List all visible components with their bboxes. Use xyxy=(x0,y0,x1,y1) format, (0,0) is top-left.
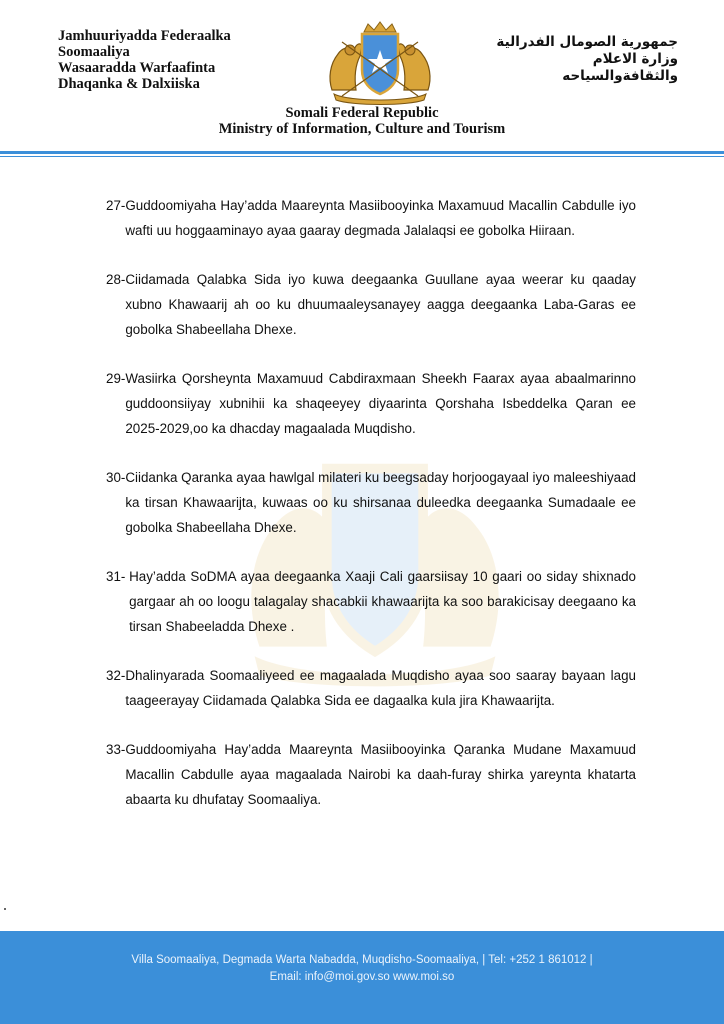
item-number: 29- xyxy=(106,371,126,386)
header-somali-title xyxy=(58,28,231,92)
news-list xyxy=(106,193,636,836)
item-text: Dhalinyarada Soomaaliyeed ee magaalada Muqdisho ayaa soo saaray bayaan lagu taageerayay Ciidamada Qalabka Sida ee dagaalka kula jira Khawaarijta. xyxy=(125,668,636,708)
item-number: 30- xyxy=(106,470,126,485)
header-right-line: والثقافةوالسياحه xyxy=(562,68,678,84)
header-left-line: Wasaaradda Warfaafinta xyxy=(58,60,216,76)
list-item xyxy=(106,737,636,812)
item-text: Ciidamada Qalabka Sida iyo kuwa deegaanka Guullane ayaa weerar ku qaaday xubno Khawaarij ah oo ku dhuumaaleysanayey aagga deegaanka Laba-Garas ee gobolka Shabeellaha Dhexe. xyxy=(125,272,636,337)
item-number: 32- xyxy=(106,668,126,683)
header-left-line: Jamhuuriyadda Federaalka xyxy=(58,28,231,44)
header-center-line: Somali Federal Republic xyxy=(285,105,439,121)
item-number: 28- xyxy=(106,272,126,287)
header-left-line: Dhaqanka & Dalxiiska xyxy=(58,76,200,92)
list-item xyxy=(106,663,636,713)
somalia-coat-of-arms-icon xyxy=(320,20,440,106)
header-divider xyxy=(0,151,724,154)
header-english-title xyxy=(0,105,724,137)
header-right-line: جمهورية الصومال الفدرالية xyxy=(496,34,678,50)
item-number: 31- xyxy=(106,569,130,584)
stray-mark xyxy=(4,908,6,910)
list-item xyxy=(106,267,636,342)
list-item xyxy=(106,465,636,540)
item-text: Hay’adda SoDMA ayaa deegaanka Xaaji Cali gaarsiisay 10 gaari oo siday shixnado gargaar ah oo loogu talagalay shacabkii khawaarijta ka soo barakicisay deegaano ka tirsan Shabeeladda Dhexe . xyxy=(129,569,636,634)
footer-bar xyxy=(0,931,724,1024)
footer-address: Villa Soomaaliya, Degmada Warta Nabadda, Muqdisho-Soomaaliya, | Tel: +252 1 861012 | xyxy=(131,954,593,966)
header-right-line: وزارة الاعلام xyxy=(592,51,678,67)
item-number: 33- xyxy=(106,742,126,757)
list-item xyxy=(106,193,636,243)
header-center-line: Ministry of Information, Culture and Tourism xyxy=(218,121,506,137)
header-arabic-title xyxy=(496,34,678,85)
item-text: Guddoomiyaha Hay’adda Maareynta Masiibooyinka Qaranka Mudane Maxamuud Macallin Cabdulle ayaa magaalada Nairobi ka daah-furay shirka yareynta khatarta abaarta ku dhufatay Soomaaliya. xyxy=(125,742,636,807)
list-item xyxy=(106,366,636,441)
item-number: 27- xyxy=(106,198,126,213)
item-text: Wasiirka Qorsheynta Maxamuud Cabdiraxmaan Sheekh Faarax ayaa abaalmarinno guddoonsiiyay xubnihii ka shaqeeyey diyaarinta Qorshaha Isbeddelka Qaran ee 2025-2029,oo ka dhacday magaalada Muqdisho. xyxy=(125,371,636,436)
header-left-line: Soomaaliya xyxy=(58,44,130,60)
list-item xyxy=(106,564,636,639)
footer-contact: Email: info@moi.gov.so www.moi.so xyxy=(269,971,455,983)
header-divider-thin xyxy=(0,156,724,157)
item-text: Guddoomiyaha Hay’adda Maareynta Masiibooyinka Maxamuud Macallin Cabdulle iyo wafti uu hoggaaminayo ayaa gaaray degmada Jalalaqsi ee gobolka Hiiraan. xyxy=(125,198,636,238)
item-text: Ciidanka Qaranka ayaa hawlgal milateri ku beegsaday horjoogayaal iyo maleeshiyaad ka tirsan Khawaarijta, kuwaas oo ku shirsanaa duleedka deegaanka Sumadaale ee gobolka Shabeellaha Dhexe. xyxy=(125,470,636,535)
